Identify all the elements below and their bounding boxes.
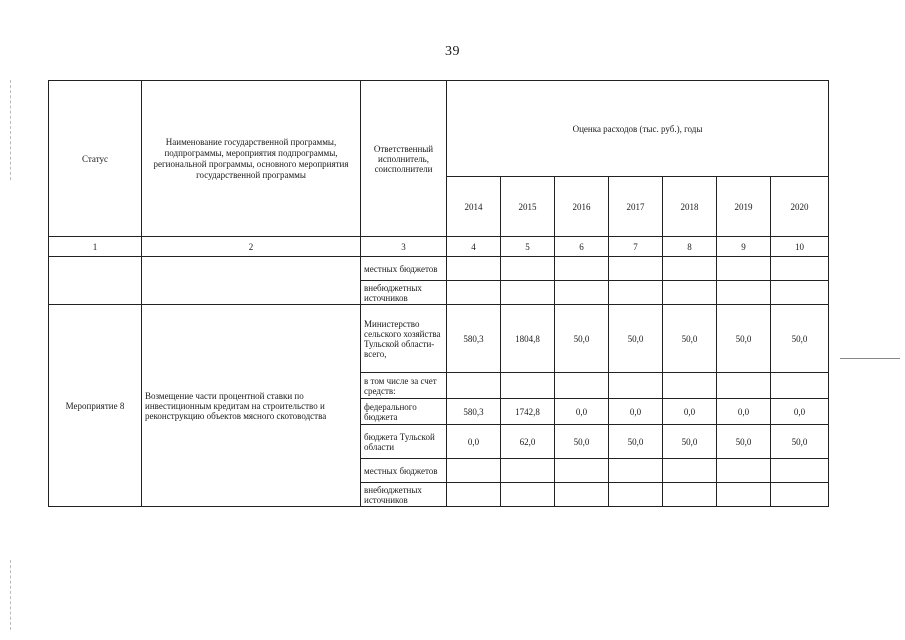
header-year: 2018 xyxy=(663,177,717,237)
value-cell xyxy=(555,483,609,507)
header-year: 2014 xyxy=(447,177,501,237)
value-cell xyxy=(663,373,717,399)
executor-cell: федерального бюджета xyxy=(361,399,447,425)
value-cell xyxy=(609,373,663,399)
value-cell xyxy=(447,483,501,507)
value-cell xyxy=(663,281,717,305)
header-year: 2016 xyxy=(555,177,609,237)
measure-status: Мероприятие 8 xyxy=(49,305,142,507)
header-executor: Ответственный исполнитель, соисполнители xyxy=(361,81,447,237)
value-cell xyxy=(717,459,771,483)
value-cell xyxy=(447,281,501,305)
column-number: 8 xyxy=(663,237,717,257)
header-row xyxy=(49,81,829,177)
header-year: 2019 xyxy=(717,177,771,237)
value-cell xyxy=(501,483,555,507)
value-cell: 62,0 xyxy=(501,425,555,459)
scan-margin-line xyxy=(10,80,12,180)
value-cell: 50,0 xyxy=(555,425,609,459)
header-name: Наименование государственной программы, подпрограммы, мероприятия подпрограммы, региональной программы, основного мероприятия государственной программы xyxy=(142,81,361,237)
value-cell xyxy=(501,373,555,399)
header-year: 2020 xyxy=(771,177,829,237)
value-cell xyxy=(501,281,555,305)
value-cell xyxy=(501,257,555,281)
table-row xyxy=(49,257,829,281)
empty-name-cell xyxy=(142,257,361,305)
value-cell xyxy=(555,281,609,305)
value-cell: 50,0 xyxy=(609,425,663,459)
value-cell: 50,0 xyxy=(717,425,771,459)
column-number: 7 xyxy=(609,237,663,257)
value-cell: 0,0 xyxy=(609,399,663,425)
scan-side-line xyxy=(840,358,900,359)
value-cell xyxy=(771,257,829,281)
column-number: 1 xyxy=(49,237,142,257)
column-number: 5 xyxy=(501,237,555,257)
value-cell: 580,3 xyxy=(447,399,501,425)
empty-status-cell xyxy=(49,257,142,305)
table-row xyxy=(49,305,829,373)
value-cell: 0,0 xyxy=(717,399,771,425)
value-cell xyxy=(609,257,663,281)
value-cell: 50,0 xyxy=(555,305,609,373)
value-cell: 50,0 xyxy=(663,305,717,373)
executor-cell: местных бюджетов xyxy=(361,257,447,281)
executor-cell: внебюджетных источников xyxy=(361,281,447,305)
value-cell: 0,0 xyxy=(663,399,717,425)
column-number: 4 xyxy=(447,237,501,257)
value-cell xyxy=(663,483,717,507)
value-cell: 50,0 xyxy=(663,425,717,459)
value-cell xyxy=(663,459,717,483)
value-cell xyxy=(609,459,663,483)
value-cell xyxy=(771,459,829,483)
value-cell: 580,3 xyxy=(447,305,501,373)
value-cell xyxy=(717,373,771,399)
value-cell: 1804,8 xyxy=(501,305,555,373)
value-cell xyxy=(663,257,717,281)
value-cell xyxy=(717,257,771,281)
executor-cell: местных бюджетов xyxy=(361,459,447,483)
value-cell xyxy=(771,483,829,507)
executor-cell: бюджета Тульской области xyxy=(361,425,447,459)
executor-cell: Министерство сельского хозяйства Тульской области- всего, xyxy=(361,305,447,373)
executor-cell: в том числе за счет средств: xyxy=(361,373,447,399)
value-cell: 1742,8 xyxy=(501,399,555,425)
value-cell xyxy=(447,257,501,281)
value-cell xyxy=(501,459,555,483)
value-cell xyxy=(555,459,609,483)
value-cell: 0,0 xyxy=(771,399,829,425)
value-cell: 50,0 xyxy=(771,425,829,459)
header-status: Статус xyxy=(49,81,142,237)
column-number: 6 xyxy=(555,237,609,257)
measure-name: Возмещение части процентной ставки по инвестиционным кредитам на строительство и реконструкцию объектов мясного скотоводства xyxy=(142,305,361,507)
column-number-row xyxy=(49,237,829,257)
executor-cell: внебюджетных источников xyxy=(361,483,447,507)
header-expenses: Оценка расходов (тыс. руб.), годы xyxy=(447,81,829,177)
value-cell xyxy=(717,483,771,507)
value-cell: 50,0 xyxy=(717,305,771,373)
value-cell xyxy=(447,459,501,483)
column-number: 3 xyxy=(361,237,447,257)
value-cell xyxy=(555,373,609,399)
page-number: 39 xyxy=(445,44,460,59)
value-cell xyxy=(609,483,663,507)
value-cell xyxy=(771,373,829,399)
value-cell: 0,0 xyxy=(555,399,609,425)
header-year: 2015 xyxy=(501,177,555,237)
column-number: 9 xyxy=(717,237,771,257)
value-cell xyxy=(555,257,609,281)
scan-margin-line xyxy=(10,560,12,630)
value-cell: 50,0 xyxy=(609,305,663,373)
value-cell: 50,0 xyxy=(771,305,829,373)
value-cell xyxy=(771,281,829,305)
budget-table xyxy=(48,80,829,507)
value-cell xyxy=(447,373,501,399)
value-cell xyxy=(609,281,663,305)
header-year: 2017 xyxy=(609,177,663,237)
column-number: 2 xyxy=(142,237,361,257)
value-cell xyxy=(717,281,771,305)
column-number: 10 xyxy=(771,237,829,257)
value-cell: 0,0 xyxy=(447,425,501,459)
